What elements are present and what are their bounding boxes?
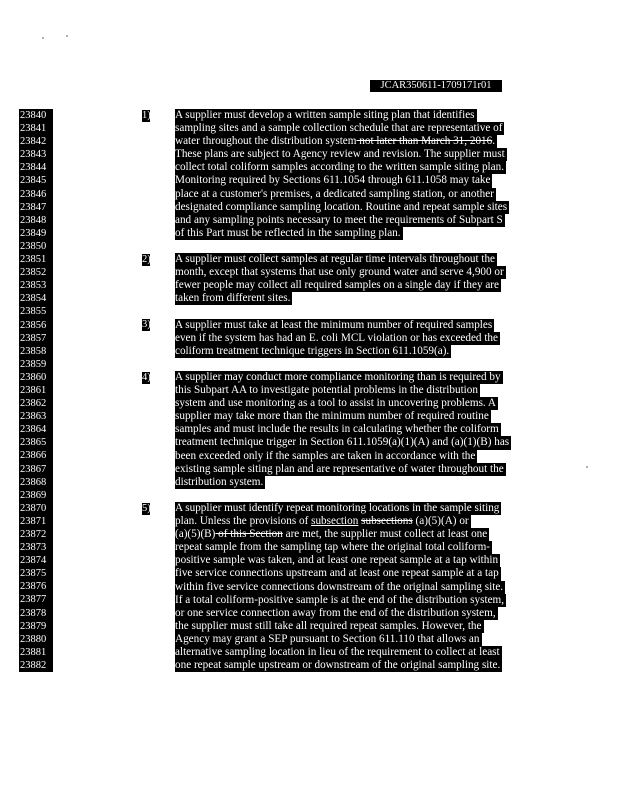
- paragraph-line: [175, 554, 500, 567]
- line-number: 23852: [19, 266, 53, 279]
- item-number: 1): [142, 109, 151, 121]
- text-run: within five service connections downstream of the original sampling site.: [175, 580, 504, 593]
- text-run: (a)(5)(B): [175, 528, 216, 541]
- line-number: 23860: [19, 371, 53, 384]
- text-run: sampling sites and a sample collection schedule that are representative of: [175, 122, 503, 135]
- line-number: 23880: [19, 633, 53, 646]
- line-number: 23868: [19, 476, 53, 489]
- text-run: If a total coliform-positive sample is at the end of the distribution system,: [175, 593, 505, 606]
- line-number: 23853: [19, 279, 53, 292]
- paragraph-line: [175, 292, 292, 305]
- text-run: this Subpart AA to investigate potential problems in the distribution: [175, 384, 478, 397]
- line-number: 23878: [19, 607, 53, 620]
- scan-speck: [586, 466, 588, 468]
- line-number: 23862: [19, 397, 53, 410]
- line-number: 23841: [19, 122, 53, 135]
- paragraph-line: [175, 581, 505, 594]
- paragraph-line: [175, 188, 496, 201]
- line-number: 23854: [19, 292, 53, 305]
- text-run: treatment technique trigger in Section 611.1059(a)(1)(A) and (a)(1)(B) has: [175, 436, 510, 449]
- item-number: 4): [142, 371, 151, 383]
- paragraph: [175, 502, 506, 672]
- paragraph-line: [175, 148, 507, 161]
- paragraph-line: [175, 659, 502, 672]
- paragraph-line: [175, 450, 477, 463]
- text-run: .: [492, 135, 496, 148]
- paragraph-line: [175, 122, 504, 135]
- paragraph-line: [175, 567, 501, 580]
- line-number: 23869: [19, 489, 53, 502]
- line-number: 23844: [19, 161, 53, 174]
- line-number: 23871: [19, 515, 53, 528]
- line-number: 23861: [19, 384, 53, 397]
- line-number: 23849: [19, 227, 53, 240]
- item-number: 3): [142, 319, 151, 331]
- item-number: 5): [142, 502, 151, 514]
- line-number: 23846: [19, 188, 53, 201]
- text-run: (a)(5)(A) or: [412, 515, 469, 528]
- paragraph-line: [175, 384, 480, 397]
- text-run: and any sampling points necessary to meet the requirements of Subpart S: [175, 213, 503, 226]
- text-run: of this Part must be reflected in the sampling plan.: [175, 226, 401, 239]
- text-run: A supplier may conduct more compliance monitoring than is required by: [175, 371, 501, 383]
- line-number: 23845: [19, 174, 53, 187]
- text-run: are met, the supplier must collect at least one: [282, 528, 488, 541]
- text-run: distribution system.: [175, 475, 264, 488]
- paragraph-line: [175, 227, 403, 240]
- paragraph-line: [175, 135, 497, 148]
- paragraph-line: [175, 319, 494, 332]
- line-number: 23873: [19, 541, 53, 554]
- paragraph-line: [175, 476, 265, 489]
- paragraph-line: [175, 646, 502, 659]
- line-number: 23881: [19, 646, 53, 659]
- line-number: 23879: [19, 620, 53, 633]
- line-number: 23870: [19, 502, 53, 515]
- text-run: taken from different sites.: [175, 292, 291, 305]
- text-run: A supplier must collect samples at regular time intervals throughout the: [175, 253, 496, 266]
- paragraph-line: [175, 515, 471, 528]
- deleted-text: of this Section: [215, 528, 283, 541]
- paragraph-line: [175, 371, 503, 384]
- line-number: 23847: [19, 201, 53, 214]
- text-run: existing sample siting plan and are representative of water throughout the: [175, 462, 504, 475]
- text-run: designated compliance sampling location. Routine and repeat sample sites: [175, 200, 508, 213]
- text-run: These plans are subject to Agency review and revision. The supplier must: [175, 148, 505, 161]
- paragraph-line: [175, 620, 484, 633]
- text-run: been exceeded only if the samples are taken in accordance with the: [175, 449, 476, 462]
- text-run: Agency may grant a SEP pursuant to Section 611.110 that allows an: [175, 632, 480, 645]
- paragraph-line: [175, 253, 497, 266]
- text-run: supplier may take more than the minimum number of required routine: [175, 410, 489, 423]
- line-number: 23840: [19, 109, 53, 122]
- line-number: 23863: [19, 410, 53, 423]
- line-number: 23874: [19, 554, 53, 567]
- text-run: A supplier must take at least the minimum number of required samples: [175, 318, 493, 331]
- line-number: 23842: [19, 135, 53, 148]
- line-number: 23865: [19, 436, 53, 449]
- scan-speck: [66, 35, 68, 37]
- line-number: 23859: [19, 358, 53, 371]
- text-run: plan. Unless the provisions of: [175, 515, 312, 528]
- text-run: samples and must include the results in calculating whether the coliform: [175, 423, 499, 436]
- paragraph-line: [175, 410, 491, 423]
- line-number: 23855: [19, 305, 53, 318]
- text-run: A supplier must develop a written sample siting plan that identifies: [175, 109, 475, 121]
- paragraph-line: [175, 214, 505, 227]
- text-run: water throughout the distribution system: [175, 135, 357, 148]
- text-run: five service connections upstream and at least one repeat sample at a tap: [175, 567, 499, 580]
- text-run: month, except that systems that use only ground water and serve 4,900 or: [175, 266, 504, 279]
- line-number: 23851: [19, 253, 53, 266]
- paragraph: [175, 253, 506, 305]
- text-run: positive sample was taken, and at least one repeat sample at a tap within: [175, 554, 499, 567]
- text-run: A supplier must identify repeat monitoring locations in the sample siting: [175, 502, 500, 514]
- text-run: Monitoring required by Sections 611.1054 through 611.1058 may take: [175, 174, 491, 187]
- deleted-text: not later than March 31, 2016: [356, 135, 493, 148]
- line-number: 23877: [19, 593, 53, 606]
- paragraph-line: [175, 633, 482, 646]
- text-run: collect total coliform samples according to the written sample siting plan.: [175, 161, 505, 174]
- text-run: coliform treatment technique triggers in Section 611.1059(a).: [175, 344, 450, 357]
- paragraph-line: [175, 266, 506, 279]
- line-number: 23866: [19, 449, 53, 462]
- line-number: 23864: [19, 423, 53, 436]
- paragraph: [175, 319, 500, 358]
- document-id: JCAR350611-1709171r01: [370, 80, 502, 92]
- paragraph-line: [175, 528, 489, 541]
- line-number: 23856: [19, 319, 53, 332]
- paragraph-line: [175, 345, 451, 358]
- paragraph-line: [175, 436, 511, 449]
- paragraph: [175, 109, 509, 240]
- line-number: 23850: [19, 240, 53, 253]
- line-number-column: [19, 109, 53, 672]
- paragraph-line: [175, 463, 506, 476]
- text-run: or one service connection away from the end of the distribution system,: [175, 606, 496, 619]
- paragraph-line: [175, 397, 498, 410]
- paragraph-line: [175, 423, 501, 436]
- line-number: 23857: [19, 332, 53, 345]
- paragraph-line: [175, 502, 501, 515]
- paragraph-line: [175, 201, 509, 214]
- deleted-text: subsections: [361, 515, 413, 528]
- line-number: 23848: [19, 214, 53, 227]
- text-run: even if the system has had an E. coli MCL violation or has exceeded the: [175, 331, 498, 344]
- line-number: 23843: [19, 148, 53, 161]
- text-run: repeat sample from the sampling tap where the original total coliform-: [175, 541, 491, 554]
- paragraph-line: [175, 607, 498, 620]
- paragraph-line: [175, 161, 506, 174]
- line-number: 23875: [19, 567, 53, 580]
- line-number: 23882: [19, 659, 53, 672]
- paragraph-line: [175, 332, 500, 345]
- line-number: 23876: [19, 580, 53, 593]
- text-run: one repeat sample upstream or downstream of the original sampling site.: [175, 659, 501, 672]
- paragraph-line: [175, 109, 477, 122]
- text-run: the supplier must still take all required repeat samples. However, the: [175, 619, 482, 632]
- line-number: 23872: [19, 528, 53, 541]
- line-number: 23858: [19, 345, 53, 358]
- item-number: 2): [142, 253, 151, 265]
- text-run: alternative sampling location in lieu of the requirement to collect at least: [175, 646, 500, 659]
- text-run: place at a customer's premises, a dedicated sampling station, or another: [175, 187, 494, 200]
- paragraph-line: [175, 594, 506, 607]
- text-run: system and use monitoring as a tool to assist in uncovering problems. A: [175, 397, 496, 410]
- paragraph-line: [175, 541, 492, 554]
- paragraph-line: [175, 279, 501, 292]
- inserted-text: subsection: [311, 515, 359, 528]
- line-number: 23867: [19, 463, 53, 476]
- text-run: fewer people may collect all required samples on a single day if they are: [175, 279, 499, 292]
- scan-speck: [42, 37, 44, 39]
- paragraph: [175, 371, 511, 489]
- paragraph-line: [175, 174, 492, 187]
